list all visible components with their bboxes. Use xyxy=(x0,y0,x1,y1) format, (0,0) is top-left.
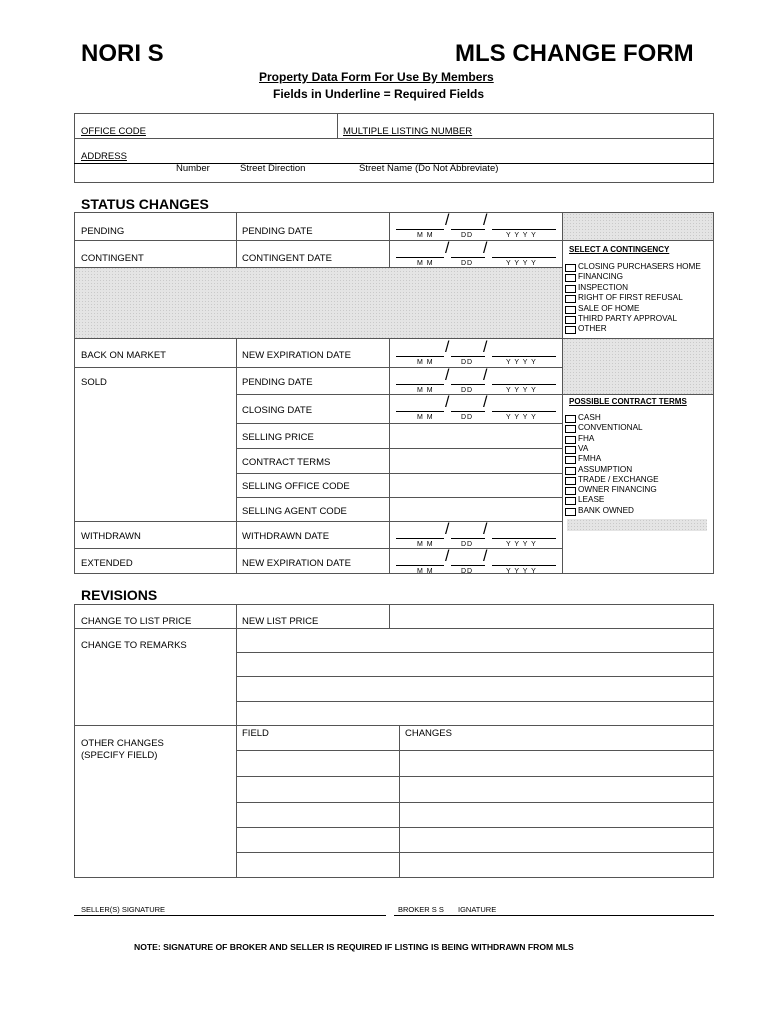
specify-field-label: (SPECIFY FIELD) xyxy=(81,750,158,761)
shaded-area xyxy=(563,213,713,240)
contract-terms-heading: POSSIBLE CONTRACT TERMS xyxy=(569,397,687,406)
mls-number-field[interactable]: MULTIPLE LISTING NUMBER xyxy=(343,126,473,137)
divider xyxy=(236,497,563,498)
contract-term-checkbox[interactable] xyxy=(565,487,576,495)
contingency-option-label: FINANCING xyxy=(578,272,624,282)
date-slash: / xyxy=(483,240,488,257)
extended-exp-date-label: NEW EXPIRATION DATE xyxy=(242,558,351,569)
date-segment-line[interactable] xyxy=(396,356,444,357)
date-format-label: Y Y Y Y xyxy=(506,541,537,548)
divider xyxy=(74,267,563,268)
date-segment-line[interactable] xyxy=(451,229,485,230)
divider xyxy=(236,473,563,474)
contingency-checkbox[interactable] xyxy=(565,264,576,272)
divider xyxy=(562,338,714,339)
form-subtitle: Property Data Form For Use By Members xyxy=(259,70,494,84)
divider xyxy=(236,827,714,828)
divider xyxy=(562,240,714,241)
date-segment-line[interactable] xyxy=(451,538,485,539)
date-slash: / xyxy=(445,212,450,229)
signature-note: NOTE: SIGNATURE OF BROKER AND SELLER IS REQUIRED IF LISTING IS BEING WITHDRAWN FROM MLS xyxy=(134,942,574,952)
contingency-option-label: OTHER xyxy=(578,324,607,334)
selling-office-code-label: SELLING OFFICE CODE xyxy=(242,481,350,492)
contract-term-checkbox[interactable] xyxy=(565,415,576,423)
contract-term-checkbox[interactable] xyxy=(565,436,576,444)
date-format-label: Y Y Y Y xyxy=(506,414,537,421)
date-segment-line[interactable] xyxy=(396,411,444,412)
date-segment-line[interactable] xyxy=(492,257,556,258)
date-format-label: DD xyxy=(461,541,474,548)
date-format-label: DD xyxy=(461,232,474,239)
change-list-price-label: CHANGE TO LIST PRICE xyxy=(81,616,192,627)
date-segment-line[interactable] xyxy=(396,229,444,230)
contract-term-option-label: TRADE / EXCHANGE xyxy=(578,474,659,484)
contingency-option-label: CLOSING PURCHASERS HOME xyxy=(578,262,701,271)
address-street-label: Street Name (Do Not Abbreviate) xyxy=(359,163,499,174)
date-segment-line[interactable] xyxy=(492,229,556,230)
date-slash: / xyxy=(483,521,488,538)
address-direction-label: Street Direction xyxy=(240,163,306,174)
date-segment-line[interactable] xyxy=(492,565,556,566)
change-remarks-label: CHANGE TO REMARKS xyxy=(81,640,187,651)
date-segment-line[interactable] xyxy=(451,565,485,566)
date-format-label: M M xyxy=(417,359,434,366)
contract-term-option-label: OWNER FINANCING xyxy=(578,485,657,495)
date-segment-line[interactable] xyxy=(396,384,444,385)
date-slash: / xyxy=(445,240,450,257)
shaded-area xyxy=(563,338,713,394)
date-format-label: M M xyxy=(417,541,434,548)
broker-signature-label-a: BROKER S S xyxy=(398,905,444,914)
field-column-header: FIELD xyxy=(242,728,269,739)
closing-date-label: CLOSING DATE xyxy=(242,405,313,416)
date-format-label: DD xyxy=(461,387,474,394)
date-segment-line[interactable] xyxy=(451,411,485,412)
date-slash: / xyxy=(483,339,488,356)
sold-label: SOLD xyxy=(81,377,107,388)
divider xyxy=(74,628,236,629)
divider xyxy=(236,852,714,853)
address-number-label: Number xyxy=(176,163,210,174)
required-note: Fields in Underline = Required Fields xyxy=(273,87,485,101)
date-slash: / xyxy=(445,367,450,384)
broker-signature-line[interactable] xyxy=(394,915,714,916)
contract-term-option-label: LEASE xyxy=(578,495,605,505)
divider xyxy=(74,338,563,339)
divider xyxy=(236,652,714,653)
pending-label: PENDING xyxy=(81,226,125,237)
divider xyxy=(74,367,563,368)
date-format-label: DD xyxy=(461,260,474,267)
divider xyxy=(236,776,714,777)
status-changes-heading: STATUS CHANGES xyxy=(81,196,209,212)
office-code-field[interactable]: OFFICE CODE xyxy=(81,126,146,137)
withdrawn-date-label: WITHDRAWN DATE xyxy=(242,531,330,542)
withdrawn-label: WITHDRAWN xyxy=(81,531,141,542)
contingency-checkbox[interactable] xyxy=(565,285,576,293)
contingency-option-label: RIGHT OF FIRST REFUSAL xyxy=(578,293,683,303)
selling-price-label: SELLING PRICE xyxy=(242,432,314,443)
contingency-option-label: SALE OF HOME xyxy=(578,303,640,313)
date-segment-line[interactable] xyxy=(492,411,556,412)
new-list-price-label: NEW LIST PRICE xyxy=(242,616,319,627)
contract-term-checkbox[interactable] xyxy=(565,446,576,454)
date-format-label: M M xyxy=(417,260,434,267)
date-slash: / xyxy=(483,394,488,411)
date-format-label: M M xyxy=(417,387,434,394)
contingency-checkbox[interactable] xyxy=(565,295,576,303)
date-segment-line[interactable] xyxy=(451,257,485,258)
date-format-label: DD xyxy=(461,568,474,575)
contingency-option-label: INSPECTION xyxy=(578,282,629,292)
date-slash: / xyxy=(483,212,488,229)
date-format-label: Y Y Y Y xyxy=(506,232,537,239)
date-segment-line[interactable] xyxy=(396,565,444,566)
contingency-checkbox[interactable] xyxy=(565,316,576,324)
contingency-checkbox[interactable] xyxy=(565,274,576,282)
date-format-label: DD xyxy=(461,414,474,421)
contract-terms-label: CONTRACT TERMS xyxy=(242,457,331,468)
date-format-label: DD xyxy=(461,359,474,366)
date-format-label: Y Y Y Y xyxy=(506,359,537,366)
contract-term-option-label: BANK OWNED xyxy=(578,505,634,515)
divider xyxy=(74,725,714,726)
date-segment-line[interactable] xyxy=(451,356,485,357)
date-slash: / xyxy=(483,367,488,384)
date-format-label: M M xyxy=(417,414,434,421)
date-segment-line[interactable] xyxy=(396,257,444,258)
contract-term-option-label: VA xyxy=(578,443,589,453)
back-on-market-label: BACK ON MARKET xyxy=(81,350,166,361)
divider xyxy=(236,394,563,395)
date-format-label: Y Y Y Y xyxy=(506,260,537,267)
divider xyxy=(74,548,563,549)
extended-label: EXTENDED xyxy=(81,558,133,569)
divider xyxy=(74,240,563,241)
divider xyxy=(562,394,714,395)
seller-signature-line[interactable] xyxy=(74,915,386,916)
date-slash: / xyxy=(445,339,450,356)
revisions-heading: REVISIONS xyxy=(81,587,158,603)
changes-column-header: CHANGES xyxy=(405,728,452,739)
divider xyxy=(236,448,563,449)
contract-term-checkbox[interactable] xyxy=(565,467,576,475)
divider xyxy=(236,701,714,702)
contract-term-checkbox[interactable] xyxy=(565,425,576,433)
date-segment-line[interactable] xyxy=(396,538,444,539)
sold-pending-date-label: PENDING DATE xyxy=(242,377,313,388)
divider xyxy=(236,628,714,629)
contract-term-checkbox[interactable] xyxy=(565,497,576,505)
contingent-label: CONTINGENT xyxy=(81,253,144,264)
date-slash: / xyxy=(445,394,450,411)
date-format-label: M M xyxy=(417,568,434,575)
contingency-heading: SELECT A CONTINGENCY xyxy=(569,245,670,254)
contingency-option-label: THIRD PARTY APPROVAL xyxy=(578,314,678,323)
date-segment-line[interactable] xyxy=(451,384,485,385)
contract-term-checkbox[interactable] xyxy=(565,456,576,464)
other-changes-label: OTHER CHANGES xyxy=(81,738,164,749)
broker-signature-label-b: IGNATURE xyxy=(458,905,497,914)
contract-term-option-label: FMHA xyxy=(578,454,602,464)
contract-term-option-label: ASSUMPTION xyxy=(578,464,633,474)
contract-term-option-label: CASH xyxy=(578,413,601,422)
date-slash: / xyxy=(483,548,488,565)
divider xyxy=(236,750,714,751)
date-format-label: Y Y Y Y xyxy=(506,387,537,394)
divider xyxy=(74,521,563,522)
contract-term-checkbox[interactable] xyxy=(565,508,576,516)
divider xyxy=(236,604,237,878)
divider xyxy=(236,802,714,803)
date-segment-line[interactable] xyxy=(492,356,556,357)
shaded-area xyxy=(75,267,562,338)
seller-signature-label: SELLER(S) SIGNATURE xyxy=(81,905,166,914)
divider xyxy=(74,138,714,139)
date-slash: / xyxy=(445,521,450,538)
form-title: MLS CHANGE FORM xyxy=(455,40,694,67)
contingent-date-label: CONTINGENT DATE xyxy=(242,253,332,264)
date-segment-line[interactable] xyxy=(492,538,556,539)
date-format-label: M M xyxy=(417,232,434,239)
divider xyxy=(236,423,563,424)
org-name: NORI S xyxy=(81,40,164,67)
contingency-checkbox[interactable] xyxy=(565,306,576,314)
new-expiration-date-label: NEW EXPIRATION DATE xyxy=(242,350,351,361)
pending-date-label: PENDING DATE xyxy=(242,226,313,237)
date-slash: / xyxy=(445,548,450,565)
contingency-checkbox[interactable] xyxy=(565,326,576,334)
address-field[interactable]: ADDRESS xyxy=(81,151,127,162)
contract-term-checkbox[interactable] xyxy=(565,477,576,485)
selling-agent-code-label: SELLING AGENT CODE xyxy=(242,506,347,517)
contract-term-option-label: CONVENTIONAL xyxy=(578,423,643,433)
date-format-label: Y Y Y Y xyxy=(506,568,537,575)
shaded-area xyxy=(567,519,707,531)
contract-term-option-label: FHA xyxy=(578,433,595,443)
date-segment-line[interactable] xyxy=(492,384,556,385)
divider xyxy=(337,113,338,138)
divider xyxy=(389,604,390,628)
divider xyxy=(236,676,714,677)
